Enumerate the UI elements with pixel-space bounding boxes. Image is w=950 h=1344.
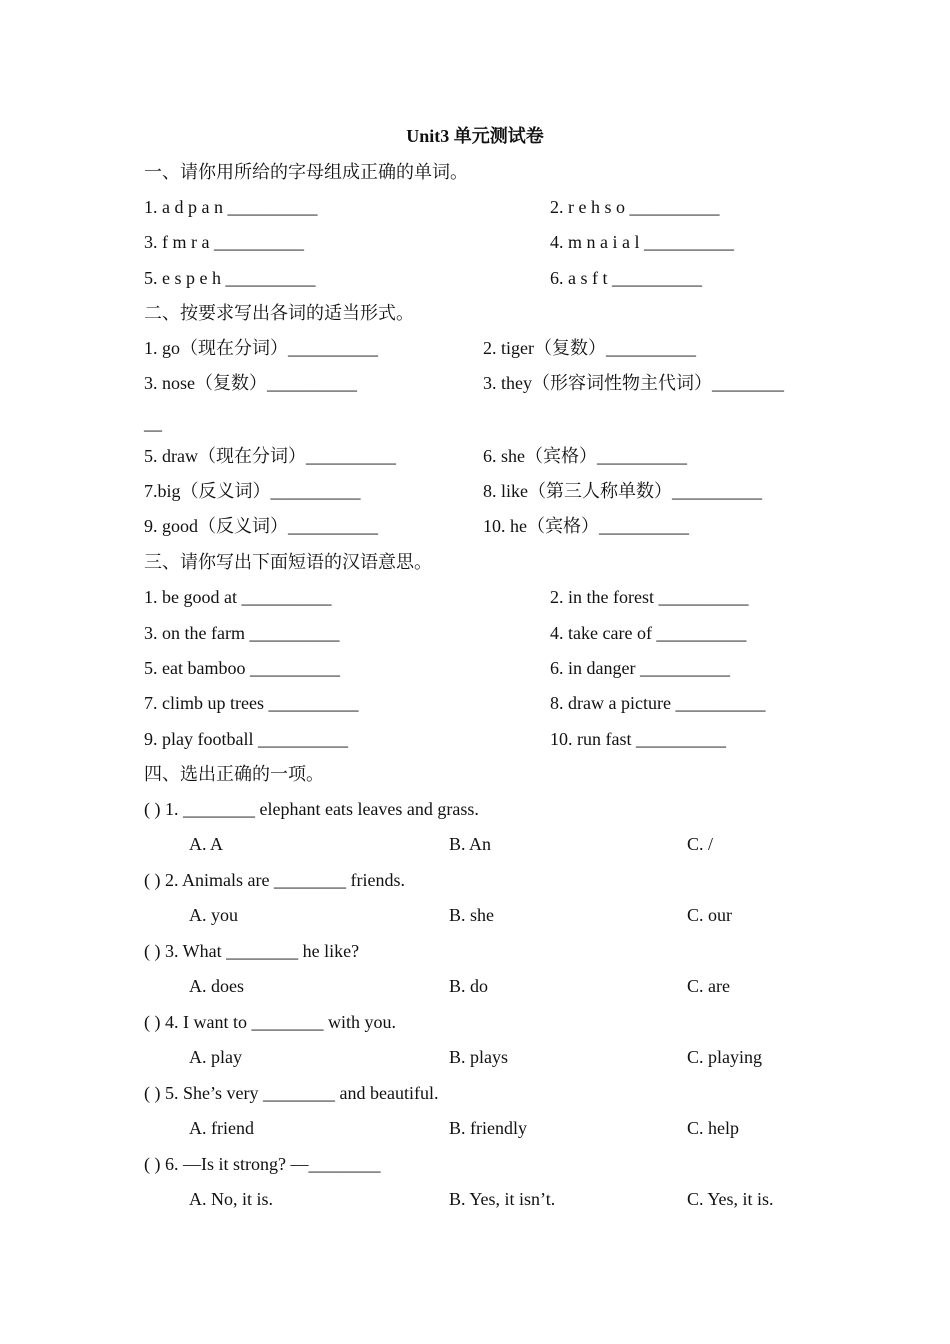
q4-option-a: A. play [189,1047,242,1067]
q1-option-a: A. A [189,834,224,854]
section-3-heading: 三、请你写出下面短语的汉语意思。 [144,552,432,572]
s1-item-2: 2. r e h s o __________ [550,197,720,217]
q5-stem: ( ) 5. She’s very ________ and beautiful. [144,1083,439,1103]
q4-stem: ( ) 4. I want to ________ with you. [144,1012,396,1032]
s3-item-1: 1. be good at __________ [144,587,332,607]
q3-option-a: A. does [189,976,244,996]
q1-option-c: C. / [687,834,714,854]
section-4-heading: 四、选出正确的一项。 [144,764,324,784]
s2-item-3: 3. nose（复数）__________ [144,373,357,393]
s1-item-1: 1. a d p a n __________ [144,197,318,217]
s2-item-7: 7.big（反义词）__________ [144,481,361,501]
q6-option-a: A. No, it is. [189,1189,274,1209]
q4-option-b: B. plays [449,1047,509,1067]
q6-option-c: C. Yes, it is. [687,1189,774,1209]
q6-stem: ( ) 6. —Is it strong? —________ [144,1154,381,1174]
s2-item-4: 3. they（形容词性物主代词）________ [483,373,784,393]
q4-option-c: C. playing [687,1047,762,1067]
s3-item-5: 5. eat bamboo __________ [144,658,340,678]
s3-item-3: 3. on the farm __________ [144,623,340,643]
s3-item-6: 6. in danger __________ [550,658,730,678]
s2-item-2: 2. tiger（复数）__________ [483,338,696,358]
q1-stem: ( ) 1. ________ elephant eats leaves and grass. [144,799,479,819]
q2-option-a: A. you [189,905,238,925]
s1-item-4: 4. m n a i a l __________ [550,232,734,252]
q6-option-b: B. Yes, it isn’t. [449,1189,556,1209]
s3-item-10: 10. run fast __________ [550,729,726,749]
page-title: Unit3 单元测试卷 [406,126,544,146]
s3-item-7: 7. climb up trees __________ [144,693,359,713]
section-1-heading: 一、请你用所给的字母组成正确的单词。 [144,162,468,182]
s1-item-3: 3. f m r a __________ [144,232,304,252]
q5-option-a: A. friend [189,1118,254,1138]
q2-stem: ( ) 2. Animals are ________ friends. [144,870,405,890]
section-2-heading: 二、按要求写出各词的适当形式。 [144,303,414,323]
q3-option-b: B. do [449,976,489,996]
s2-item-9: 9. good（反义词）__________ [144,516,378,536]
s3-item-4: 4. take care of __________ [550,623,747,643]
s2-item-4-wrap: __ [144,413,162,433]
q5-option-b: B. friendly [449,1118,527,1138]
q2-option-c: C. our [687,905,732,925]
s2-item-8: 8. like（第三人称单数）__________ [483,481,762,501]
s2-item-6: 6. she（宾格）__________ [483,446,687,466]
s2-item-5: 5. draw（现在分词）__________ [144,446,396,466]
s3-item-9: 9. play football __________ [144,729,348,749]
q5-option-c: C. help [687,1118,739,1138]
s1-item-6: 6. a s f t __________ [550,268,702,288]
q3-option-c: C. are [687,976,730,996]
s1-item-5: 5. e s p e h __________ [144,268,316,288]
q1-option-b: B. An [449,834,492,854]
s2-item-10: 10. he（宾格）__________ [483,516,689,536]
s3-item-8: 8. draw a picture __________ [550,693,766,713]
q3-stem: ( ) 3. What ________ he like? [144,941,360,961]
s3-item-2: 2. in the forest __________ [550,587,749,607]
q2-option-b: B. she [449,905,494,925]
s2-item-1: 1. go（现在分词）__________ [144,338,378,358]
